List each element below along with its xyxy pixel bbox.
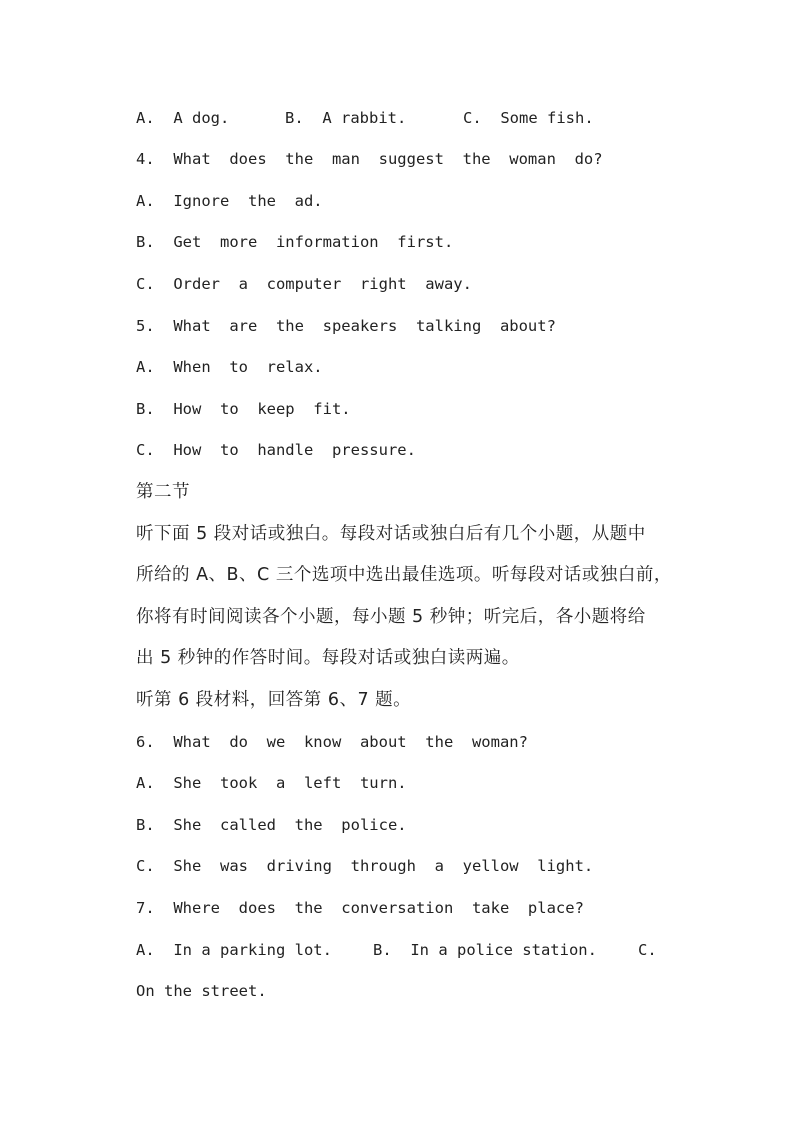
q3-option-c: C. Some fish.: [463, 109, 594, 127]
instructions-line-1: 听下面 5 段对话或独白。每段对话或独白后有几个小题，从题中: [136, 524, 646, 544]
q5-option-a: A. When to relax.: [136, 358, 323, 376]
q4-option-a: A. Ignore the ad.: [136, 192, 323, 210]
q5-option-c: C. How to handle pressure.: [136, 441, 416, 459]
q7-option-a: A. In a parking lot.: [136, 941, 332, 959]
instructions-line-3: 你将有时间阅读各个小题，每小题 5 秒钟；听完后，各小题将给: [136, 607, 646, 627]
q6-option-a: A. She took a left turn.: [136, 774, 407, 792]
q6-question: 6. What do we know about the woman?: [136, 733, 528, 751]
q3-option-b: B. A rabbit.: [285, 109, 407, 127]
q7-option-c-text: On the street.: [136, 982, 267, 1000]
q4-question: 4. What does the man suggest the woman do?: [136, 150, 603, 168]
q3-option-a: A. A dog.: [136, 109, 230, 127]
instructions-line-4: 出 5 秒钟的作答时间。每段对话或独白读两遍。: [136, 648, 520, 668]
material-6-header: 听第 6 段材料，回答第 6、7 题。: [136, 690, 412, 710]
q7-option-c-label: C.: [638, 941, 657, 959]
instructions-line-2: 所给的 A、B、C 三个选项中选出最佳选项。听每段对话或独白前，: [136, 565, 672, 585]
q4-option-b: B. Get more information first.: [136, 233, 454, 251]
q7-option-b: B. In a police station.: [373, 941, 597, 959]
section-heading: 第二节: [136, 482, 190, 502]
q7-question: 7. Where does the conversation take place?: [136, 899, 584, 917]
q6-option-c: C. She was driving through a yellow light.: [136, 857, 594, 875]
q5-option-b: B. How to keep fit.: [136, 400, 351, 418]
q6-option-b: B. She called the police.: [136, 816, 407, 834]
q4-option-c: C. Order a computer right away.: [136, 275, 472, 293]
q5-question: 5. What are the speakers talking about?: [136, 317, 556, 335]
